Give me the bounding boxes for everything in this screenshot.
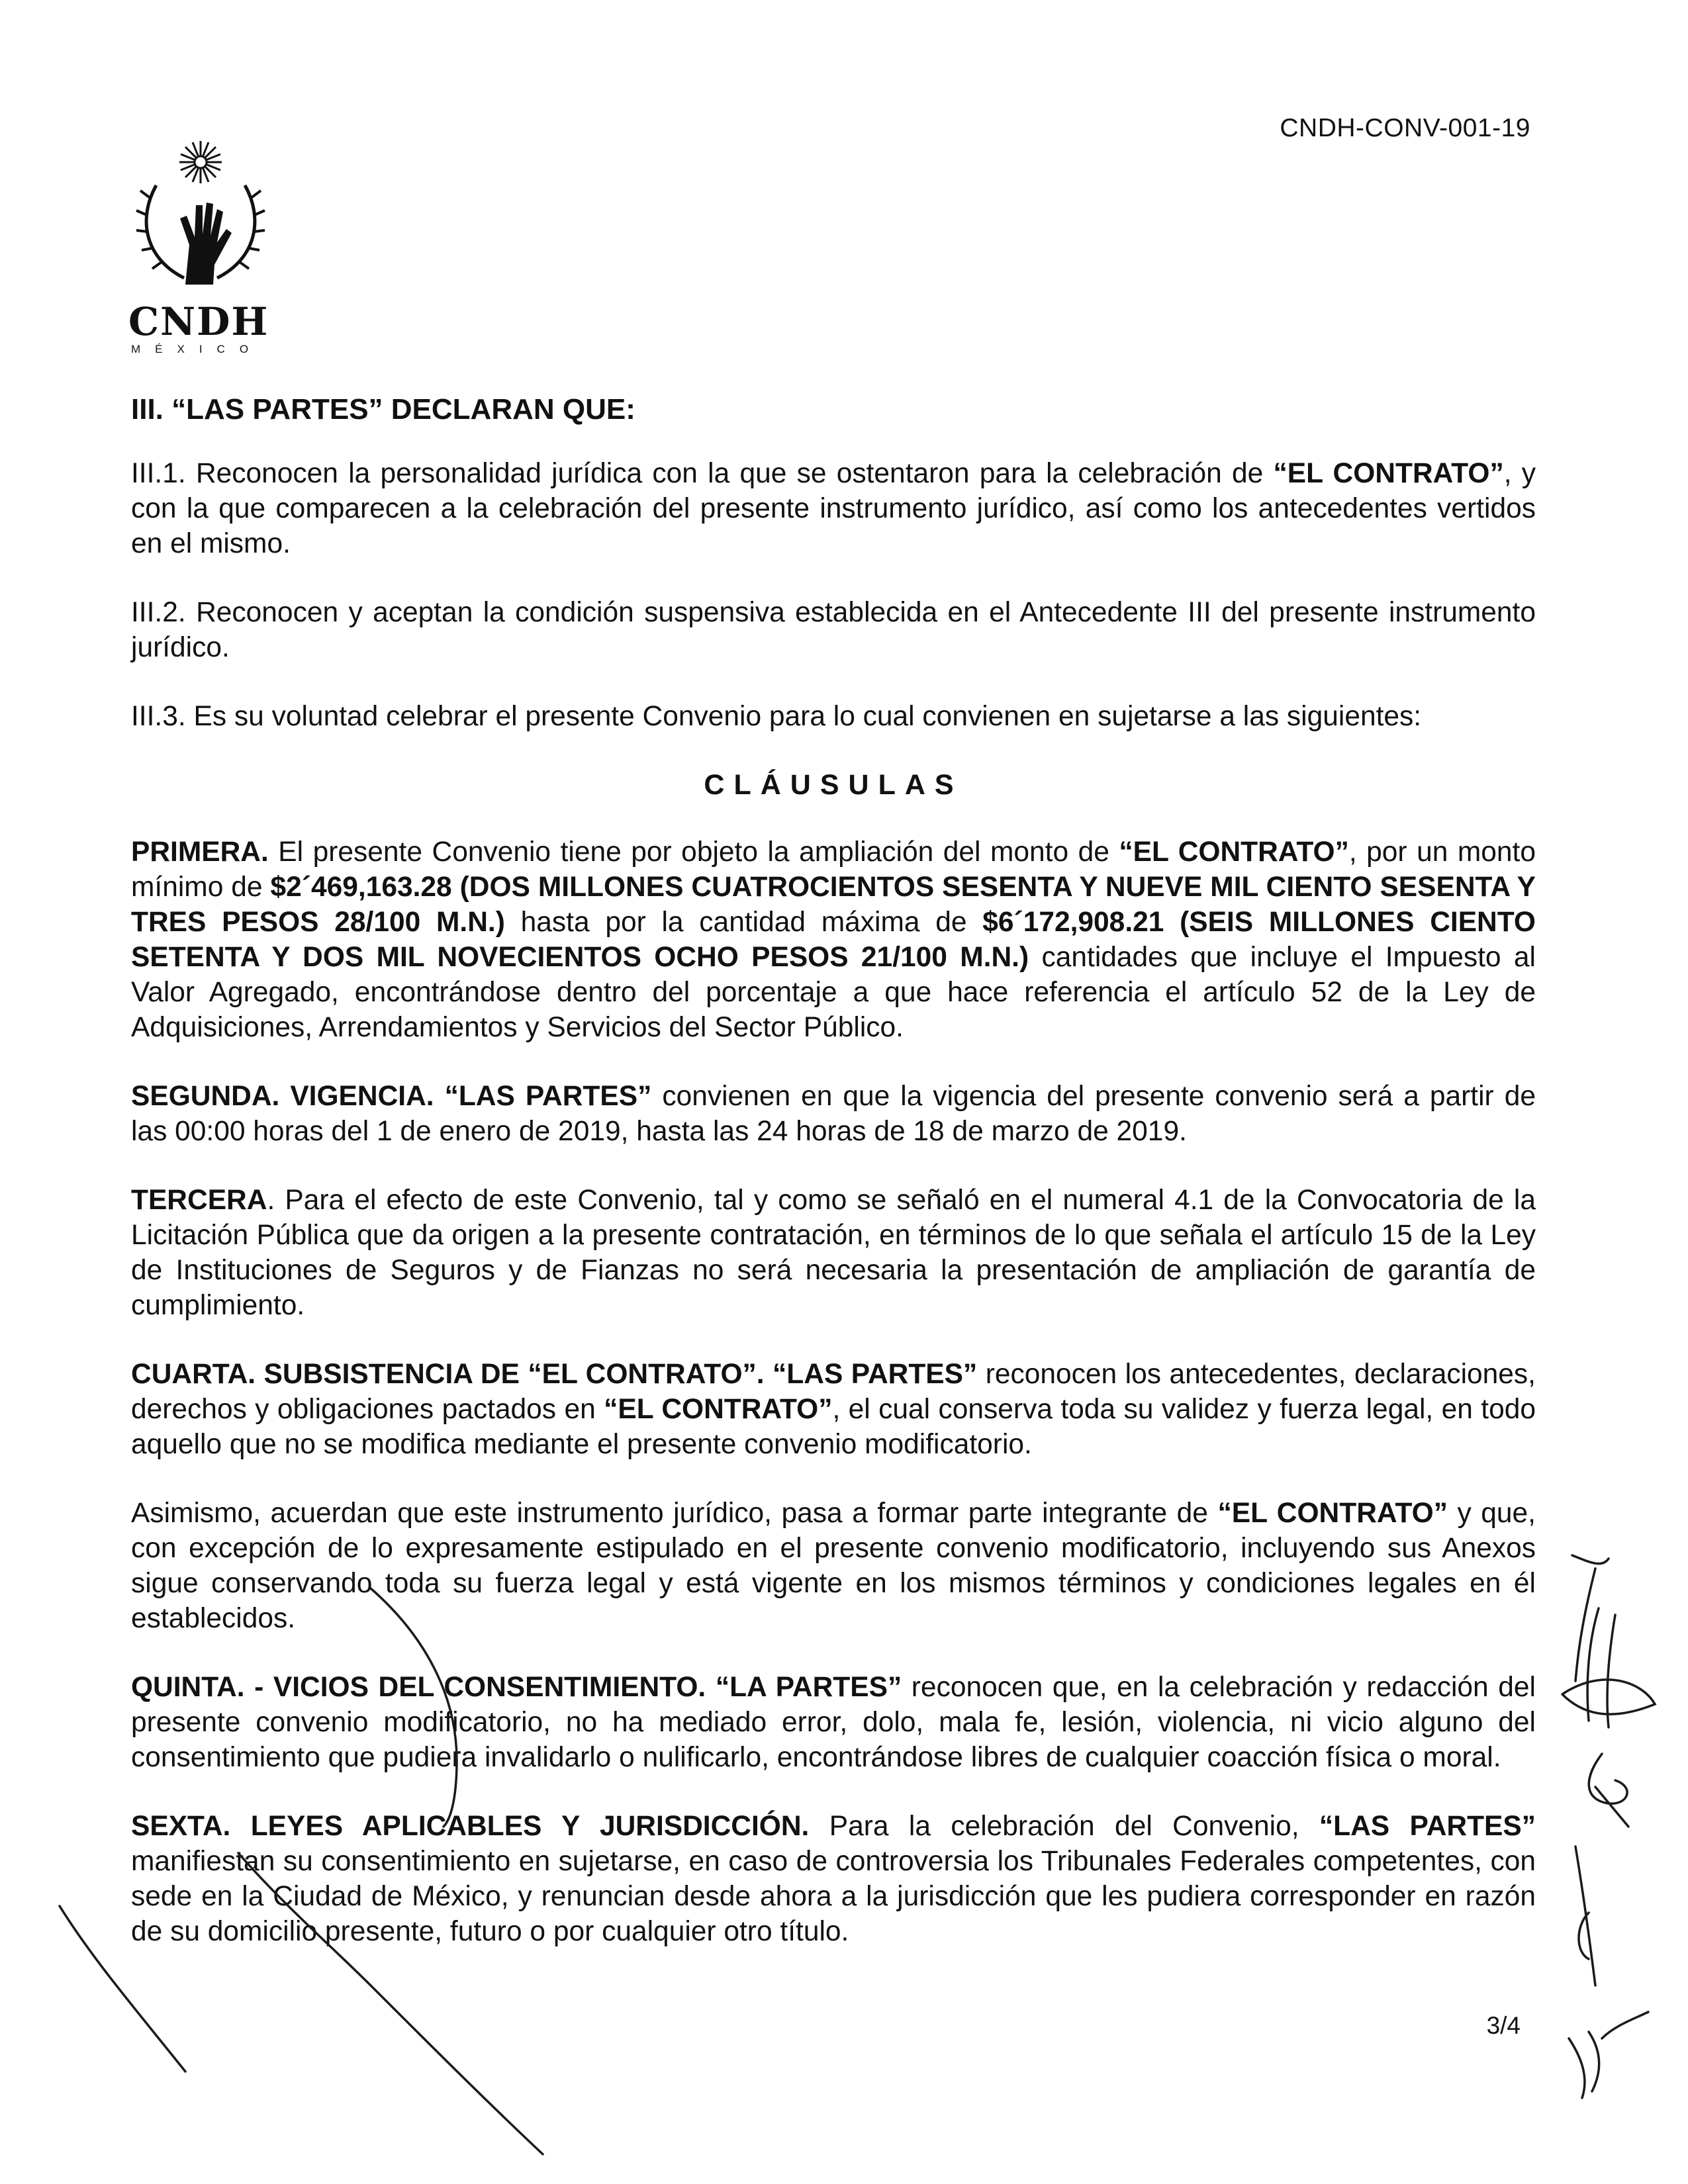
clause-quinta	[131, 1670, 1536, 1775]
clause-text: Para la celebración del Convenio,	[809, 1811, 1319, 1842]
item-text: Reconocen la personalidad jurídica con la que se ostentaron para la celebración de	[195, 458, 1274, 489]
clause-text: reconocen que, en la celebración y redacción del presente convenio modificatorio, no ha mediado error, dolo, mala fe, lesión, violencia, ni vicio alguno del consentimiento que pudiera invalidarlo o nulificarlo, encontrándose libres de cualquier coacción física o moral.	[131, 1672, 1536, 1773]
initials-mark-1	[1572, 1555, 1609, 1681]
maximum-amount: $6´172,908.21 (SEIS MILLONES CIENTO SETENTA Y DOS MIL NOVECIENTOS OCHO PESOS 21/100 M.N.)	[131, 907, 1536, 973]
clause-label: QUINTA. - VICIOS DEL CONSENTIMIENTO. “LA PARTES”	[131, 1672, 902, 1703]
logo-wordmark: CNDH	[128, 299, 269, 344]
clause-sexta	[131, 1809, 1536, 1949]
cndh-emblem-icon	[131, 132, 270, 298]
clauses-title: CLÁUSULAS	[704, 769, 963, 801]
clause-bold: “EL CONTRATO”	[604, 1394, 833, 1425]
clause-label: TERCERA	[131, 1185, 267, 1216]
el-contrato-term: “EL CONTRATO”	[1273, 458, 1504, 489]
item-number: III.1.	[131, 458, 186, 489]
document-body	[131, 384, 1536, 1983]
clause-text: , por un monto mínimo de	[131, 837, 1536, 903]
initials-mark-4	[1575, 1846, 1595, 1985]
document-reference: CNDH-CONV-001-19	[1280, 114, 1530, 142]
clause-cuarta	[131, 1357, 1536, 1462]
clause-bold: “EL CONTRATO”	[1119, 837, 1349, 868]
clause-text: El presente Convenio tiene por objeto la ampliación del monto de	[268, 837, 1119, 868]
clause-text: , el cual conserva toda su validez y fuerza legal, en todo aquello que no se modifica mediante el presente convenio modificatorio.	[131, 1394, 1536, 1460]
clause-text: reconocen los antecedentes, declaraciones, derechos y obligaciones pactados en	[131, 1359, 1536, 1425]
clause-segunda	[131, 1079, 1536, 1149]
cndh-logo	[123, 132, 275, 356]
item-number: III.2.	[131, 597, 186, 628]
clause-bold: “LAS PARTES”	[1319, 1811, 1536, 1842]
clause-text: manifiestan su consentimiento en sujetarse, en caso de controversia los Tribunales Federales competentes, con sede en la Ciudad de México, y renuncian desde ahora a la jurisdicción que les pudiera corresponder en razón de su domicilio presente, futuro o por cualquier otro título.	[131, 1846, 1536, 1947]
initials-mark-5	[1569, 2012, 1648, 2098]
clause-label: CUARTA. SUBSISTENCIA DE “EL CONTRATO”. “LAS PARTES”	[131, 1359, 978, 1390]
section-heading: III. “LAS PARTES” DECLARAN QUE:	[131, 393, 635, 426]
initials-mark-2	[1562, 1608, 1655, 1727]
clause-primera	[131, 835, 1536, 1045]
declaration-iii-1	[131, 456, 1536, 561]
minimum-amount: $2´469,163.28 (DOS MILLONES CUATROCIENTOS SESENTA Y NUEVE MIL CIENTO SESENTA Y TRES PESOS 28/100 M.N.)	[131, 872, 1536, 938]
clause-label: SEXTA. LEYES APLICABLES Y JURISDICCIÓN.	[131, 1811, 810, 1842]
item-text: , y con la que comparecen a la celebración del presente instrumento jurídico, así como los antecedentes vertidos en el mismo.	[131, 458, 1536, 559]
clause-tercera	[131, 1183, 1536, 1323]
clause-text: y que, con excepción de lo expresamente estipulado en el presente convenio modificatorio, incluyendo sus Anexos sigue conservando toda su fuerza legal y está vigente en los mismos términos y condiciones legales en él establecidos.	[131, 1498, 1536, 1634]
clause-label: PRIMERA.	[131, 837, 269, 868]
clause-cuarta-asimismo	[131, 1496, 1536, 1636]
clause-bold: “EL CONTRATO”	[1217, 1498, 1448, 1529]
item-text: Es su voluntad celebrar el presente Convenio para lo cual convienen en sujetarse a las siguientes:	[193, 701, 1422, 732]
item-number: III.3.	[131, 701, 186, 732]
logo-subtitle: MÉXICO	[131, 343, 263, 355]
clause-text: cantidades que incluye el Impuesto al Valor Agregado, encontrándose dentro del porcentaje a que hace referencia el artículo 52 de la Ley de Adquisiciones, Arrendamientos y Servicios del Sector Público.	[131, 942, 1536, 1043]
declaration-iii-2	[131, 595, 1536, 665]
clause-text: convienen en que la vigencia del presente convenio será a partir de las 00:00 horas del 1 de enero de 2019, hasta las 24 horas de 18 de marzo de 2019.	[131, 1081, 1536, 1147]
initials-mark-3	[1589, 1754, 1628, 1827]
clause-text: Asimismo, acuerdan que este instrumento jurídico, pasa a formar parte integrante de	[131, 1498, 1218, 1529]
page-number: 3/4	[1486, 2012, 1521, 2039]
clause-text: hasta por la cantidad máxima de	[504, 907, 983, 938]
clause-text: . Para el efecto de este Convenio, tal y como se señaló en el numeral 4.1 de la Convocatoria de la Licitación Pública que da origen a la presente contratación, en términos de lo que señala el artículo 15 de la Ley de Instituciones de Seguros y de Fianzas no será necesaria la presentación de ampliación de garantía de cumplimiento.	[131, 1185, 1536, 1321]
clause-label: SEGUNDA. VIGENCIA. “LAS PARTES”	[131, 1081, 652, 1112]
declaration-iii-3	[131, 699, 1536, 734]
item-text: Reconocen y aceptan la condición suspensiva establecida en el Antecedente III del presente instrumento jurídico.	[131, 597, 1536, 663]
